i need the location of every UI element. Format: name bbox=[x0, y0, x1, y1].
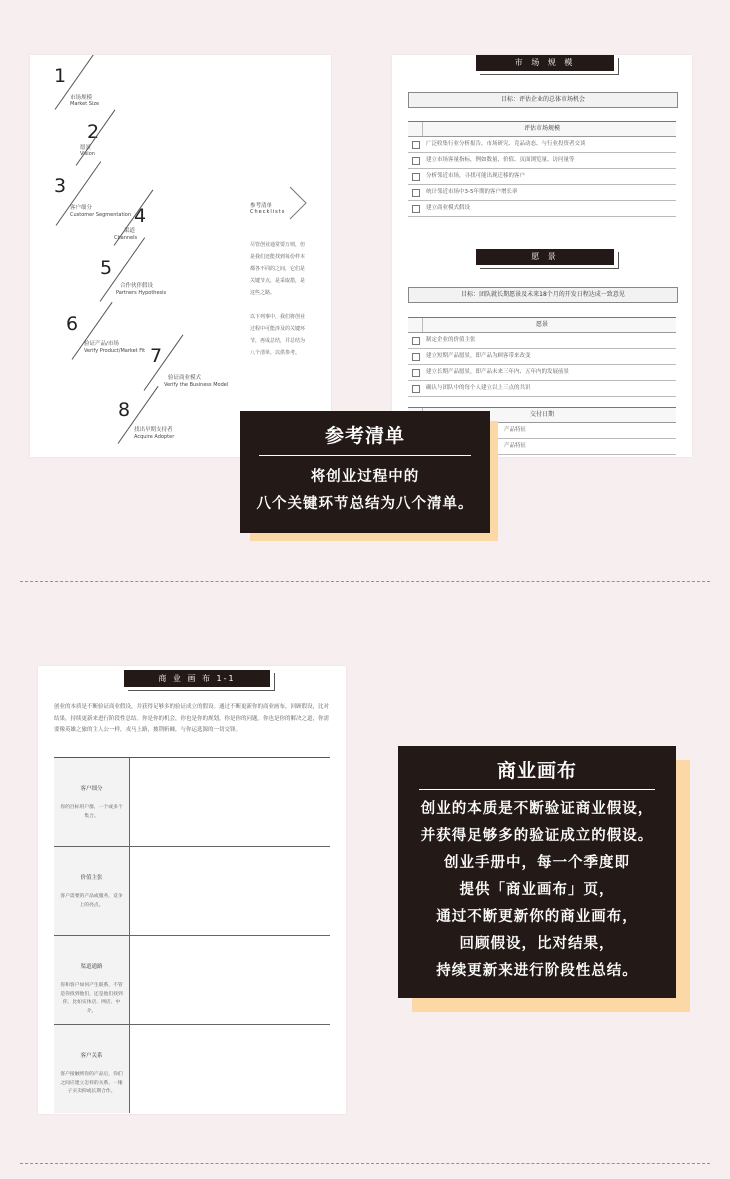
checklist-row[interactable]: 广泛收集行业分析报告、市场研究、竞品动态、与行业投资者交谈 bbox=[408, 137, 676, 153]
checklist-row[interactable]: 产品特征 bbox=[408, 423, 676, 439]
section-label-text: 市 场 规 模 bbox=[514, 58, 576, 67]
table-header: 愿景 bbox=[408, 318, 676, 333]
checkbox[interactable] bbox=[412, 141, 420, 149]
step-number: 8 bbox=[118, 399, 131, 421]
canvas-row-head: 客户细分 bbox=[80, 786, 103, 792]
checklist-row[interactable]: 制定企业的价值主张 bbox=[408, 333, 676, 349]
checklist-row[interactable]: 确认与团队中的每个人建立以上三点的共识 bbox=[408, 381, 676, 397]
section-label-text: 愿 景 bbox=[531, 252, 559, 261]
step-number: 5 bbox=[100, 257, 113, 279]
step-number: 7 bbox=[150, 345, 163, 367]
step-label-cn: 渠道 bbox=[124, 228, 136, 234]
step-label-cn: 愿景 bbox=[80, 145, 92, 151]
step-label-en: Vision bbox=[80, 151, 95, 157]
checkbox[interactable] bbox=[412, 369, 420, 377]
canvas-row bbox=[54, 936, 330, 1025]
checklist-row[interactable]: 建立长期产品愿景，即产品未来三年内、五年内的发展前景 bbox=[408, 365, 676, 381]
checkbox[interactable] bbox=[412, 353, 420, 361]
caption-line: 并获得足够多的验证成立的假设。 bbox=[420, 828, 654, 844]
step-label-en: Partners Hypothesis bbox=[116, 290, 167, 296]
step-number: 1 bbox=[54, 65, 67, 87]
caption-checklist bbox=[240, 411, 490, 533]
canvas-row bbox=[54, 758, 330, 847]
checkbox[interactable] bbox=[412, 189, 420, 197]
canvas-row-head: 渠道通路 bbox=[80, 964, 103, 970]
checklist-row[interactable]: 统计邻近市场中3-5年期的客户增长率 bbox=[408, 185, 676, 201]
caption-line: 八个关键环节总结为八个清单。 bbox=[256, 496, 474, 512]
checklist-title-cn: 参考清单 bbox=[250, 203, 273, 209]
caption-line: 持续更新来进行阶段性总结。 bbox=[436, 963, 638, 979]
step-label-cn: 找出早期支持者 bbox=[134, 427, 173, 433]
step-label-en: Market Size bbox=[70, 101, 100, 107]
checklist-table-vision bbox=[408, 317, 676, 397]
market-page bbox=[392, 55, 692, 457]
canvas-table bbox=[54, 757, 330, 1113]
step-label-cn: 验证商业模式 bbox=[168, 375, 202, 381]
checklist-paragraph-1: 尽管创业通常要万则，但是我们还能找到每份样本都各不同的之间，它们是关键节点，是采取措，是这些之路。 bbox=[250, 242, 306, 296]
chevron-right-icon bbox=[288, 185, 310, 221]
step-label-en: Acquire Adopter bbox=[134, 434, 175, 440]
caption-line: 回顾假设，比对结果， bbox=[459, 936, 615, 952]
checklist-table-market bbox=[408, 121, 676, 217]
canvas-row bbox=[54, 847, 330, 936]
step-label-cn: 合作伙伴假设 bbox=[120, 283, 154, 289]
section-label-canvas bbox=[124, 670, 270, 687]
caption-canvas bbox=[398, 746, 676, 998]
checklist-title-en: Checklists bbox=[250, 209, 286, 215]
checkbox[interactable] bbox=[412, 173, 420, 181]
caption-line: 将创业过程中的 bbox=[310, 469, 420, 485]
checklist-row[interactable]: 分析邻近市场，寻找可能出现迁移的客户 bbox=[408, 169, 676, 185]
step-number: 2 bbox=[87, 121, 100, 143]
step-label-en: Customer Segmentation bbox=[70, 212, 132, 218]
step-number: 6 bbox=[66, 313, 79, 335]
divider bbox=[20, 1163, 710, 1164]
goal-box-vision: 目标：团队就长期愿景及未来18个月的开发日程达成一致意见 bbox=[408, 287, 678, 303]
canvas-row bbox=[54, 1025, 330, 1113]
canvas-row-desc: 你和客户如何产生联系，不管是你找到他们，还是他们找到你，比如实体店、网店、中介。 bbox=[60, 983, 123, 1014]
step-number: 3 bbox=[54, 175, 67, 197]
section-label-vision bbox=[476, 249, 614, 265]
checklist-row[interactable]: 建立市场客量指标，例如数量、价值、页面浏览量、访问量等 bbox=[408, 153, 676, 169]
divider bbox=[20, 581, 710, 582]
canvas-row-head: 客户关系 bbox=[80, 1053, 103, 1059]
checkbox[interactable] bbox=[412, 337, 420, 345]
step-label-cn: 客户细分 bbox=[70, 205, 93, 211]
caption-divider bbox=[419, 789, 655, 790]
checkbox[interactable] bbox=[412, 385, 420, 393]
checkbox[interactable] bbox=[412, 205, 420, 213]
checklist-paragraph-2: 以下列事中，我们将创业过程中可能涉及的关键环节，再成总结，并总结为八个清单，以供参考。 bbox=[250, 314, 306, 356]
goal-box-market: 目标：评估企业的总体市场机会 bbox=[408, 92, 678, 108]
caption-title: 参考清单 bbox=[324, 425, 405, 447]
step-line bbox=[76, 110, 116, 166]
caption-line: 提供「商业画布」页， bbox=[459, 882, 615, 898]
table-header: 交付日期 bbox=[408, 408, 676, 423]
canvas-row-desc: 客户接触到你的产品后，你们之间应建立怎样的关系，一锤子买卖抑或长期合作。 bbox=[60, 1072, 123, 1094]
checkbox[interactable] bbox=[412, 157, 420, 165]
step-label-en: Verify Product/Market Fit bbox=[84, 348, 146, 354]
steps-page bbox=[30, 55, 331, 457]
step-label-en: Channels bbox=[114, 235, 138, 241]
step-label-cn: 验证产品/市场 bbox=[84, 341, 119, 347]
canvas-intro: 创业的本质是不断验证商业假设，并获得足够多的验证成立的假设。通过不断更新你的商业画布，回顾假设，比对结果，持续更新来进行阶段性总结。你是你的机会，你也是你的规划，你是你的问题。你也是你的解决之道，你需要像英雄之旅的主人公一样，戎马上路，披荆斩棘，与你运选源的一切交锋。 bbox=[54, 704, 330, 733]
canvas-row-head: 价值主张 bbox=[80, 875, 103, 881]
caption-line: 创业手册中，每一个季度即 bbox=[444, 855, 630, 871]
section-label-text: 商 业 画 布 1-1 bbox=[158, 674, 236, 683]
section-label-market bbox=[476, 55, 614, 71]
canvas-row-desc: 你的目标用户群，一个或多个集合。 bbox=[60, 805, 123, 819]
caption-divider bbox=[259, 455, 471, 456]
table-header: 评估市场规模 bbox=[408, 122, 676, 137]
step-label-en: Verify the Business Model bbox=[164, 382, 229, 388]
caption-line: 通过不断更新你的商业画布， bbox=[436, 909, 638, 925]
canvas-row-desc: 客户需要的产品或服务，竞争上的亮点。 bbox=[60, 894, 123, 908]
checklist-row[interactable]: 产品特征 bbox=[408, 439, 676, 455]
step-label-cn: 市场规模 bbox=[70, 95, 93, 101]
caption-line: 创业的本质是不断验证商业假设， bbox=[420, 801, 654, 817]
canvas-page bbox=[38, 666, 346, 1114]
checklist-row[interactable]: 建立短期产品愿景，即产品为顾客带来改变 bbox=[408, 349, 676, 365]
caption-title: 商业画布 bbox=[496, 760, 577, 782]
step-number: 4 bbox=[134, 205, 147, 227]
checklist-row[interactable]: 建立商业模式假设 bbox=[408, 201, 676, 217]
